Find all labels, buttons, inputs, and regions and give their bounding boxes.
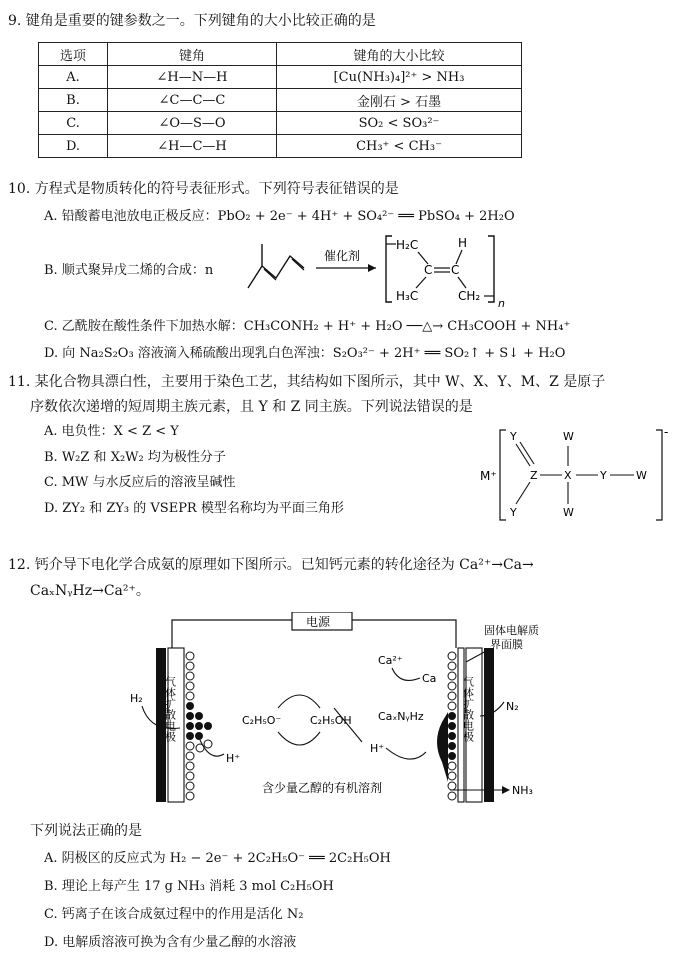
q10-stem: 10. 方程式是物质转化的符号表征形式。下列符号表征错误的是 [8,181,399,197]
bond-line [456,250,462,264]
caxnyhz-label: CaₓNᵧHz [378,710,424,723]
ethoxide-label: C₂H₅O⁻ [242,714,282,727]
bond-line [516,482,530,504]
atom-w-right: W [636,469,647,482]
q11-option-b: B. W₂Z 和 X₂W₂ 均为极性分子 [44,450,226,465]
table-cell: B. [39,89,108,112]
q11-stem-line1: 11. 某化合物具漂白性，主要用于染色工艺，其结构如下图所示，其中 W、X、Y、M、Z 是原子 [8,374,606,390]
table-row [39,135,522,158]
wire [172,620,292,648]
q10-option-c: C. 乙酰胺在酸性条件下加热水解：CH₃CONH₂ + H⁺ + H₂O ──△→ CH₃COOH + NH₄⁺ [44,319,571,334]
nh3-arrow-head [502,786,510,794]
q10-polymer-diagram [240,230,520,310]
header-option: 选项 [39,43,108,66]
q12-stem-line1: 12. 钙介导下电化学合成氨的原理如下图所示。已知钙元素的转化途径为 Ca²⁺→Ca→ [8,557,534,573]
q12-prompt: 下列说法正确的是 [30,823,142,839]
table-row [39,112,522,135]
left-particle-column [186,652,212,800]
power-label: 电源 [306,615,331,629]
table-cell: A. [39,66,108,89]
hplus-right-label: H⁺ [370,742,385,755]
q12-option-c: C. 钙离子在该合成氨过程中的作用是活化 N₂ [44,907,304,922]
ethanol-label: C₂H₅OH [310,714,352,727]
catalyst-label: 催化剂 [324,249,361,263]
ca2-arrow [392,668,420,680]
table-cell: ∠H—C—H [108,135,277,158]
atom-w-bottom: W [563,506,574,519]
right-particle-column [448,652,456,800]
solvent-label: 含少量乙醇的有机溶剂 [262,781,383,795]
right-bracket [656,430,662,520]
right-bracket [488,236,494,302]
right-electrode-label: 气体扩散电极 [461,676,475,742]
cycle-arrow-top [278,695,320,708]
ca-label: Ca [422,672,437,685]
poly-h3c: H₃C [396,289,419,303]
table-cell: SO₂ < SO₃²⁻ [277,112,522,135]
header-comparison: 键角的大小比较 [277,43,522,66]
poly-c1: C [424,263,433,277]
q10-option-d: D. 向 Na₂S₂O₃ 溶液滴入稀硫酸出现乳白色浑浊：S₂O₃²⁻ + 2H⁺ ══ SO₂↑ + S↓ + H₂O [44,346,566,361]
atom-y-right: Y [600,469,607,482]
cycle-arrow-bottom [278,732,320,745]
q9-table [38,42,522,158]
bond-line [458,277,466,288]
left-electrode-label: 气体扩散电极 [163,676,177,742]
nh3-label: NH₃ [512,784,533,797]
table-cell: D. [39,135,108,158]
table-cell: 金刚石 > 石墨 [277,89,522,112]
table-row [39,66,522,89]
table-cell: ∠H—N—H [108,66,277,89]
poly-c2: C [451,263,460,277]
header-bond-angle: 键角 [108,43,277,66]
atom-z: Z [530,469,538,482]
reaction-arrow-head [368,264,376,272]
poly-ch2: CH₂ [458,289,481,303]
caxnyhz-layer [437,712,448,782]
table-header-row [39,43,522,66]
bond-line [416,277,426,288]
atom-y-top: Y [510,430,517,443]
isoprene-skeleton [248,256,304,288]
q9-stem: 9. 键角是重要的键参数之一。下列键角的大小比较正确的是 [8,13,376,29]
poly-h2c: H₂C [396,238,419,252]
q11-option-a: A. 电负性：X < Z < Y [44,424,179,439]
q11-option-d: D. ZY₂ 和 ZY₃ 的 VSEPR 模型名称均为平面三角形 [44,501,344,516]
q12-stem-line2: CaₓNᵧHz→Ca²⁺。 [30,583,150,599]
membrane-label-1: 固体电解质 [484,624,539,637]
q12-option-d: D. 电解质溶液可换为含有少量乙醇的水溶液 [44,935,297,950]
poly-h: H [458,236,468,250]
left-bracket [386,236,392,302]
table-cell: CH₃⁺ < CH₃⁻ [277,135,522,158]
q11-stem-line2: 序数依次递增的短周期主族元素，且 Y 和 Z 同主族。下列说法错误的是 [30,399,473,415]
n2-label: N₂ [506,700,519,713]
q11-structure-diagram [476,420,686,530]
table-cell: [Cu(NH₃)₄]²⁺ > NH₃ [277,66,522,89]
table-cell: ∠C—C—C [108,89,277,112]
table-cell: C. [39,112,108,135]
wire [352,620,456,648]
q12-option-a: A. 阴极区的反应式为 H₂ − 2e⁻ + 2C₂H₅O⁻ ══ 2C₂H₅OH [44,851,391,866]
q12-cell-diagram [120,612,560,812]
membrane-label-2: 界面膜 [490,638,523,651]
hplus-left-label: H⁺ [226,752,241,765]
right-current-collector [484,648,494,802]
ca2-label: Ca²⁺ [378,654,403,667]
atom-w-top: W [563,430,574,443]
atom-y-bottom: Y [510,506,517,519]
isoprene-double-bond [292,259,304,270]
left-bracket [500,430,506,520]
q10-option-a: A. 铅酸蓄电池放电正极反应：PbO₂ + 2e⁻ + 4H⁺ + SO₄²⁻ ══ PbSO₄ + 2H₂O [44,209,515,224]
anion-charge: - [664,425,669,439]
table-cell: ∠O—S—O [108,112,277,135]
h2-label: H₂ [130,692,143,705]
q11-option-c: C. MW 与水反应后的溶液呈碱性 [44,475,236,490]
hplus-arrow-right [386,748,426,759]
isoprene-double-bond [264,269,276,280]
poly-n: n [498,297,505,310]
table-row [39,89,522,112]
q12-option-b: B. 理论上每产生 17 g NH₃ 消耗 3 mol C₂H₅OH [44,879,334,894]
atom-x: X [564,469,572,482]
q10-option-b-label: B. 顺式聚异戊二烯的合成：n [44,263,214,278]
cation-m: M⁺ [480,469,497,483]
